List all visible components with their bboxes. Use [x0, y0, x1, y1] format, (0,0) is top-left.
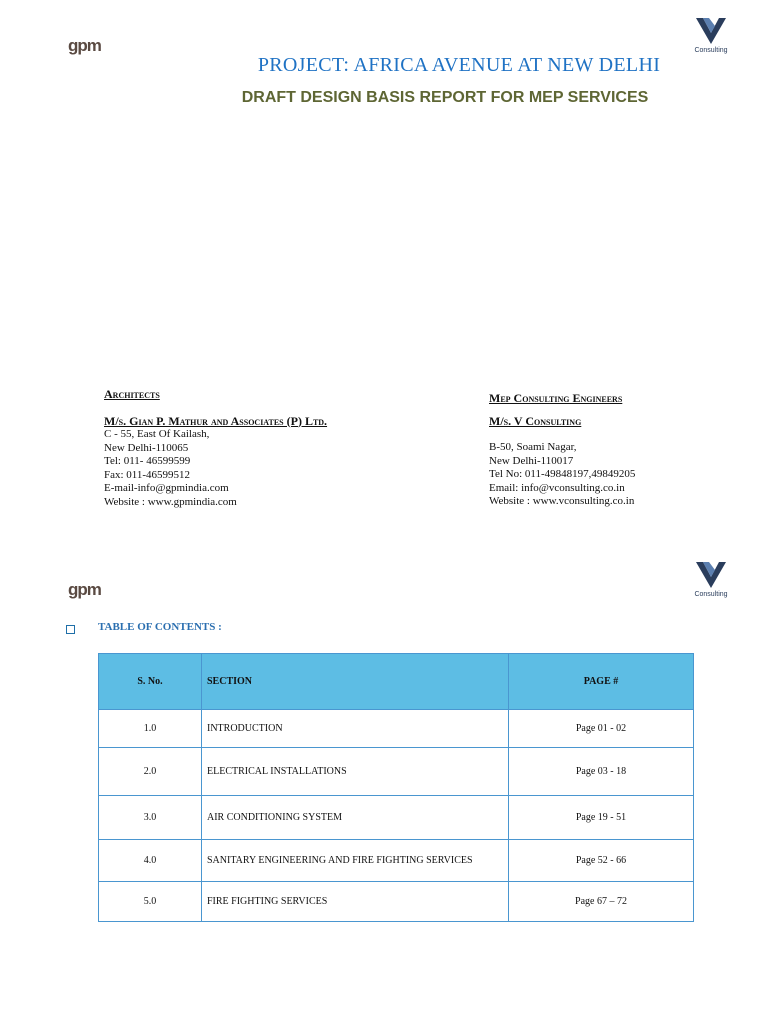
mep-line: Website : www.vconsulting.co.in	[489, 495, 635, 507]
toc-sno: 1.0	[99, 710, 202, 748]
toc-sno: 4.0	[99, 840, 202, 882]
architects-line: New Delhi-110065	[104, 441, 189, 454]
toc-page: Page 67 – 72	[509, 882, 694, 922]
toc-col-section: SECTION	[202, 654, 509, 710]
mep-line: Email: info@vconsulting.co.in	[489, 481, 625, 494]
toc-page: Page 52 - 66	[509, 840, 694, 882]
toc-sno: 5.0	[99, 882, 202, 922]
toc-sno: 3.0	[99, 796, 202, 840]
toc-heading: TABLE OF CONTENTS :	[98, 621, 222, 633]
v-logo-caption: Consulting	[694, 591, 728, 598]
toc-section: ELECTRICAL INSTALLATIONS	[202, 748, 509, 796]
v-logo-icon	[694, 560, 728, 590]
toc-section: FIRE FIGHTING SERVICES	[202, 882, 509, 922]
toc-section: SANITARY ENGINEERING AND FIRE FIGHTING SERVICES	[202, 840, 509, 882]
architects-firm: M/s. Gian P. Mathur and Associates (P) Ltd.	[104, 413, 328, 428]
table-row	[99, 840, 694, 882]
gpm-logo-text: gpm	[68, 580, 101, 599]
toc-table	[98, 653, 694, 922]
gpm-logo-text: gpm	[68, 36, 101, 55]
toc-page: Page 01 - 02	[509, 710, 694, 748]
architects-line: E-mail-info@gpmindia.com	[104, 482, 229, 494]
toc-section: INTRODUCTION	[202, 710, 509, 748]
architects-heading: Architects	[104, 387, 160, 401]
table-row	[99, 710, 694, 748]
gpm-logo	[68, 580, 118, 608]
toc-page: Page 19 - 51	[509, 796, 694, 840]
toc-section: AIR CONDITIONING SYSTEM	[202, 796, 509, 840]
architects-block	[104, 388, 327, 509]
toc-sno: 2.0	[99, 748, 202, 796]
mep-block	[489, 392, 635, 509]
report-title: DRAFT DESIGN BASIS REPORT FOR MEP SERVICES	[241, 89, 649, 106]
toc-col-sno: S. No.	[99, 654, 202, 710]
v-logo-caption: Consulting	[694, 47, 728, 54]
toc-page: Page 03 - 18	[509, 748, 694, 796]
v-logo-icon	[694, 16, 728, 46]
architects-line: C - 55, East Of Kailash,	[104, 428, 210, 440]
architects-line: Fax: 011-46599512	[104, 468, 191, 481]
v-consulting-logo	[686, 560, 736, 606]
architects-line: Website : www.gpmindia.com	[104, 495, 237, 508]
square-bullet-icon	[66, 625, 75, 634]
mep-heading: Mep Consulting Engineers	[489, 391, 623, 405]
mep-line: New Delhi-110017	[489, 454, 574, 467]
mep-firm: M/s. V Consulting	[489, 413, 582, 428]
toc-col-page: PAGE #	[509, 654, 694, 710]
mep-line: B-50, Soami Nagar,	[489, 441, 577, 453]
table-row	[99, 748, 694, 796]
table-row	[99, 882, 694, 922]
table-row	[99, 796, 694, 840]
project-title: PROJECT: AFRICA AVENUE AT NEW DELHI	[257, 54, 661, 76]
mep-line: Tel No: 011-49848197,49849205	[489, 468, 636, 480]
toc-header-row	[99, 654, 694, 710]
architects-line: Tel: 011- 46599599	[104, 455, 191, 467]
